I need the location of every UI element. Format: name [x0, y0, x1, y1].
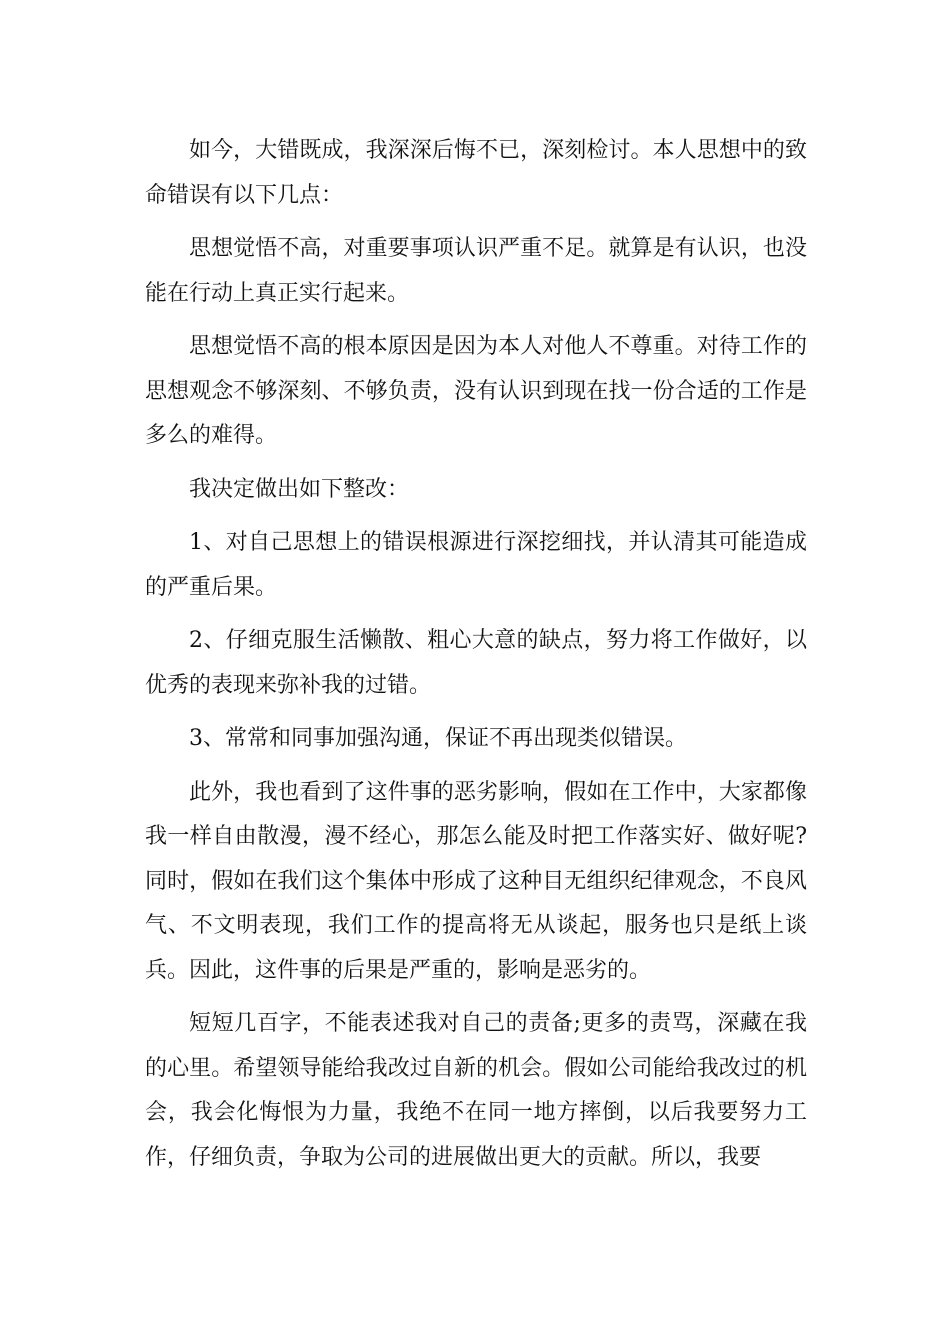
paragraph-4: 我决定做出如下整改：: [189, 476, 410, 502]
list-item-3: 3、常常和同事加强沟通，保证不再出现类似错误。: [189, 726, 687, 751]
paragraph-6: 短短几百字，不能表述我对自己的责备;更多的责骂，深藏在我的心里。希望领导能给我改过自新的机会。假如公司能给我改过的机会，我会化悔恨为力量，我绝不在同一地方摔倒，以后我要努力工作，仔细负责，争取为公司的进展做出更大的贡献。所以，我要: [145, 1011, 807, 1170]
list-item-2: 2、仔细克服生活懒散、粗心大意的缺点，努力将工作做好，以优秀的表现来弥补我的过错。: [145, 628, 807, 698]
list-item-1: 1、对自己思想上的错误根源进行深挖细找，并认清其可能造成的严重后果。: [145, 530, 807, 600]
document-body: [145, 129, 807, 1189]
paragraph-2: 思想觉悟不高，对重要事项认识严重不足。就算是有认识，也没能在行动上真正实行起来。: [145, 236, 807, 306]
paragraph-1: 如今，大错既成，我深深后悔不已，深刻检讨。本人思想中的致命错误有以下几点：: [145, 138, 807, 208]
paragraph-3: 思想觉悟不高的根本原因是因为本人对他人不尊重。对待工作的思想观念不够深刻、不够负责，没有认识到现在找一份合适的工作是多么的难得。: [145, 334, 807, 448]
paragraph-5: 此外，我也看到了这件事的恶劣影响，假如在工作中，大家都像我一样自由散漫，漫不经心，那怎么能及时把工作落实好、做好呢?同时，假如在我们这个集体中形成了这种目无组织纪律观念，不良风气、不文明表现，我们工作的提高将无从谈起，服务也只是纸上谈兵。因此，这件事的后果是严重的，影响是恶劣的。: [145, 779, 807, 983]
